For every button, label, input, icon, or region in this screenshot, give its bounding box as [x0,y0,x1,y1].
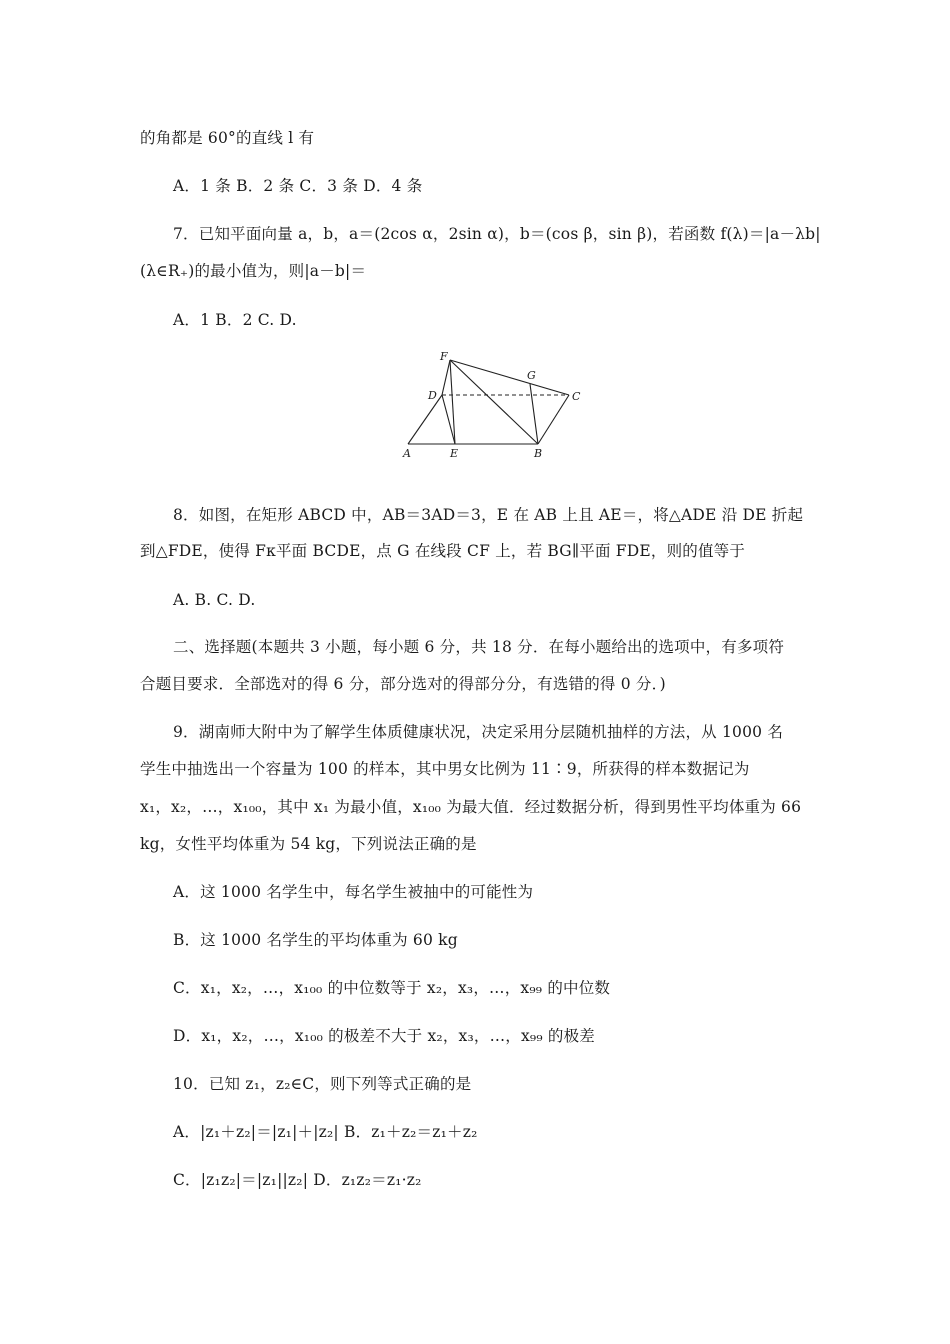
question-7-options: A．1 B．2 C. D. [173,311,297,329]
geometry-figure [395,348,595,466]
label-G: G [527,369,536,382]
question-10-options-cd: C．|z₁z₂|＝|z₁||z₂| D．z₁z₂＝z₁·z₂ [173,1171,422,1189]
label-B: B [534,447,543,460]
label-C: C [572,390,581,403]
question-8-stem-cont: 到△FDE，使得 Fκ平面 BCDE，点 G 在线段 CF 上，若 BG∥平面 FDE，则的值等于 [140,542,746,560]
question-9-option-d: D．x₁，x₂，…，x₁₀₀ 的极差不大于 x₂，x₃，…，x₉₉ 的极差 [173,1027,595,1045]
question-9-option-b: B．这 1000 名学生的平均体重为 60 kg [173,931,458,949]
question-9-stem: 9．湖南师大附中为了解学生体质健康状况，决定采用分层随机抽样的方法，从 1000 名 [173,723,784,741]
label-F: F [440,350,448,363]
label-A: A [403,447,411,460]
question-6-options: A．1 条 B．2 条 C．3 条 D．4 条 [173,177,423,195]
question-8-stem: 8．如图，在矩形 ABCD 中，AB＝3AD＝3，E 在 AB 上且 AE＝，将△ADE 沿 DE 折起 [173,506,804,524]
question-9-stem-cont2: x₁，x₂，…，x₁₀₀，其中 x₁ 为最小值，x₁₀₀ 为最大值．经过数据分析，得到男性平均体重为 66 [140,798,802,816]
question-7-stem: 7．已知平面向量 a，b，a＝(2cos α，2sin α)，b＝(cos β，sin β)，若函数 f(λ)＝|a－λb| [173,225,821,243]
question-9-option-a: A．这 1000 名学生中，每名学生被抽中的可能性为 [173,883,534,901]
question-9-option-c: C．x₁，x₂，…，x₁₀₀ 的中位数等于 x₂，x₃，…，x₉₉ 的中位数 [173,979,611,997]
question-7-stem-cont: (λ∈R₊)的最小值为，则|a－b|＝ [140,262,367,280]
text-line: 的角都是 60°的直线 l 有 [140,129,315,147]
label-D: D [428,389,437,402]
question-9-stem-cont1: 学生中抽选出一个容量为 100 的样本，其中男女比例为 11∶9，所获得的样本数据记为 [140,760,750,778]
label-E: E [450,447,459,460]
question-9-stem-cont3: kg，女性平均体重为 54 kg，下列说法正确的是 [140,835,477,853]
section-2-heading: 二、选择题(本题共 3 小题，每小题 6 分，共 18 分．在每小题给出的选项中，有多项符 [173,638,785,656]
question-10-stem: 10．已知 z₁，z₂∈C，则下列等式正确的是 [173,1075,472,1093]
folded-rectangle-diagram [395,348,595,466]
question-10-options-ab: A．|z₁＋z₂|＝|z₁|＋|z₂| B．z₁＋z₂＝z₁＋z₂ [173,1123,478,1141]
section-2-heading-cont: 合题目要求．全部选对的得 6 分，部分选对的得部分分，有选错的得 0 分．) [140,675,666,693]
question-8-options: A. B. C. D. [173,591,256,609]
